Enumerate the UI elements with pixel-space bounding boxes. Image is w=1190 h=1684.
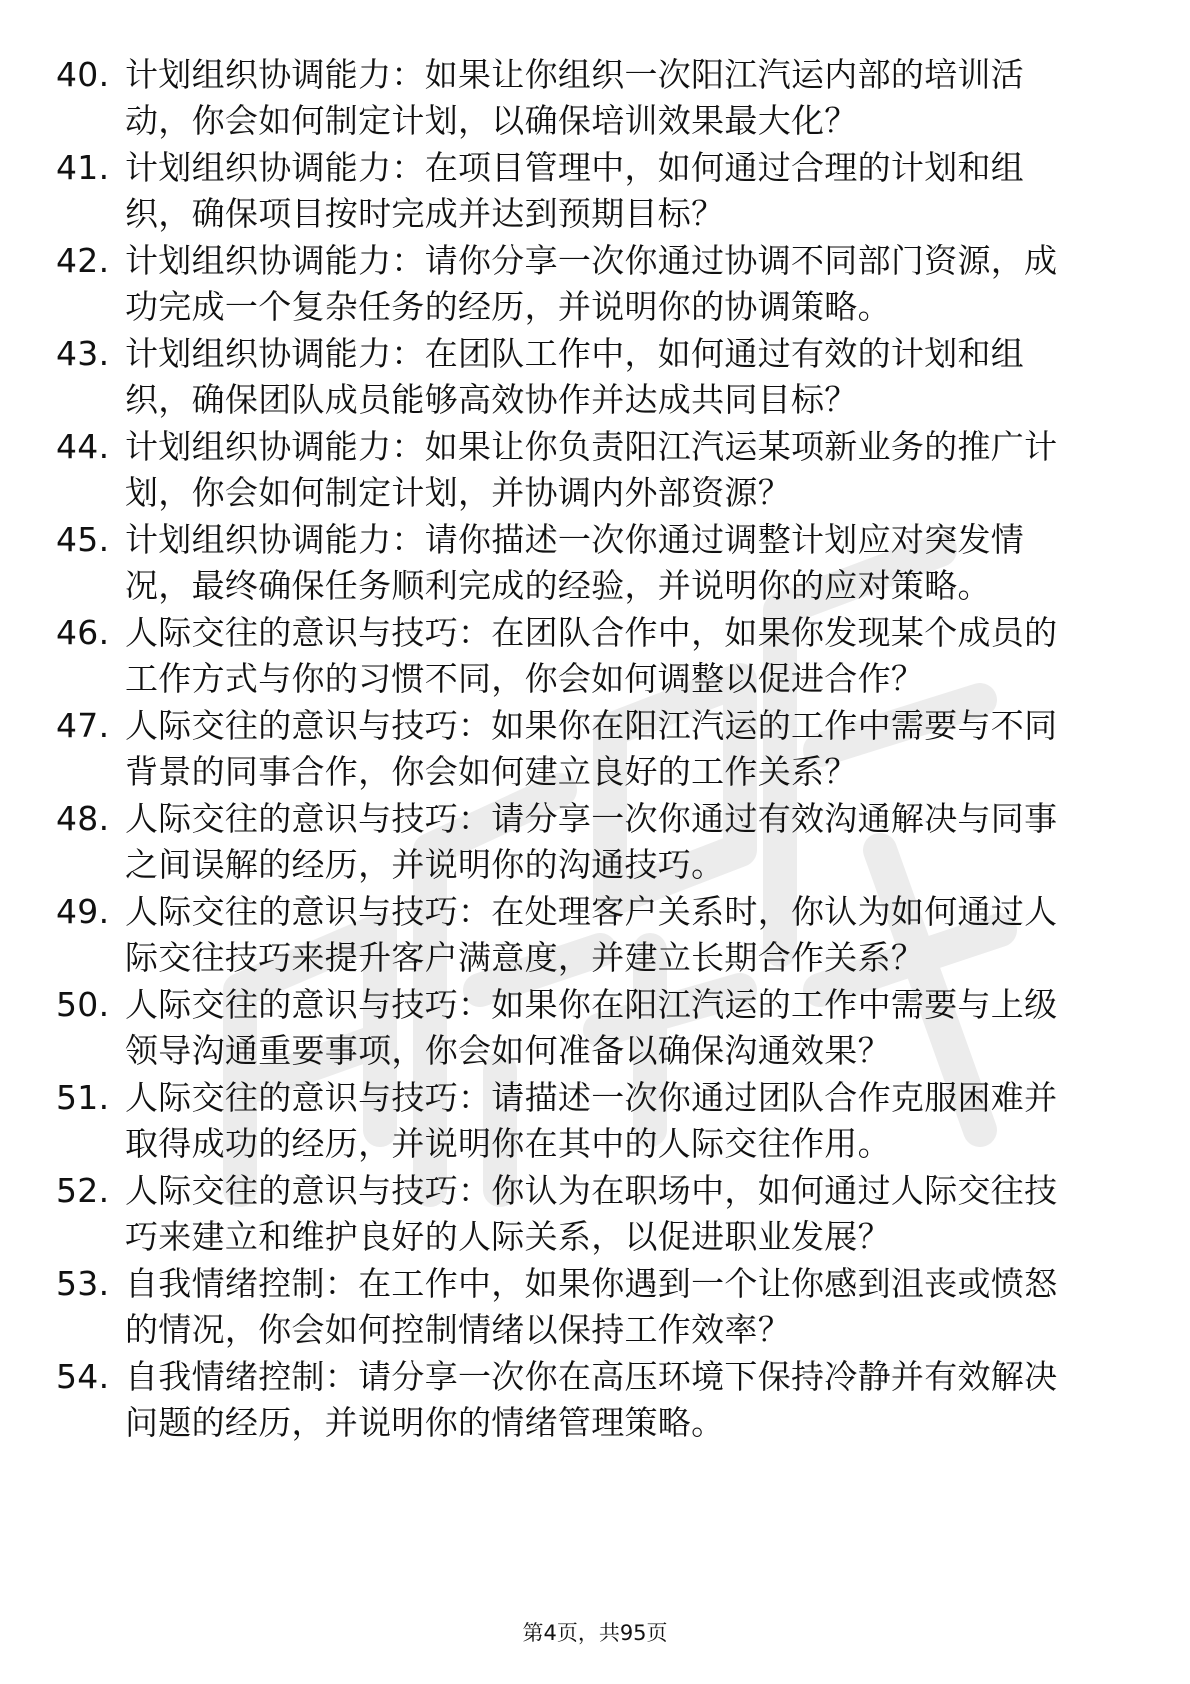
question-item	[56, 145, 1136, 238]
question-text-line: 际交往技巧来提升客户满意度，并建立长期合作关系？	[125, 938, 925, 977]
question-text-line: 人际交往的意识与技巧：如果你在阳江汽运的工作中需要与不同	[125, 706, 1058, 745]
question-number: 48.	[56, 799, 110, 838]
question-text-line: 划，你会如何制定计划，并协调内外部资源？	[125, 473, 791, 512]
question-item	[56, 796, 1136, 889]
question-text-line: 计划组织协调能力：在项目管理中，如何通过合理的计划和组	[125, 148, 1025, 187]
question-text-line: 工作方式与你的习惯不同，你会如何调整以促进合作？	[125, 659, 925, 698]
page-number-footer: 第4页，共95页	[522, 1621, 668, 1645]
question-number: 46.	[56, 613, 110, 652]
question-text-line: 自我情绪控制：在工作中，如果你遇到一个让你感到沮丧或愤怒	[125, 1264, 1058, 1303]
question-number: 40.	[56, 55, 110, 94]
question-text-line: 自我情绪控制：请分享一次你在高压环境下保持冷静并有效解决	[125, 1357, 1058, 1396]
question-list	[56, 52, 1136, 1447]
question-text-line: 之间误解的经历，并说明你的沟通技巧。	[125, 845, 725, 884]
question-item	[56, 424, 1136, 517]
question-number: 47.	[56, 706, 110, 745]
question-text-line: 人际交往的意识与技巧：如果你在阳江汽运的工作中需要与上级	[125, 985, 1058, 1024]
question-item	[56, 889, 1136, 982]
question-number: 44.	[56, 427, 110, 466]
question-item	[56, 517, 1136, 610]
question-text-line: 巧来建立和维护良好的人际关系，以促进职业发展？	[125, 1217, 891, 1256]
question-text-line: 况，最终确保任务顺利完成的经验，并说明你的应对策略。	[125, 566, 991, 605]
question-text-line: 问题的经历，并说明你的情绪管理策略。	[125, 1403, 725, 1442]
question-text-line: 领导沟通重要事项，你会如何准备以确保沟通效果？	[125, 1031, 891, 1070]
question-number: 54.	[56, 1357, 110, 1396]
question-text-line: 人际交往的意识与技巧：在处理客户关系时，你认为如何通过人	[125, 892, 1058, 931]
question-item	[56, 703, 1136, 796]
question-text-line: 的情况，你会如何控制情绪以保持工作效率？	[125, 1310, 791, 1349]
question-text-line: 织，确保项目按时完成并达到预期目标？	[125, 194, 725, 233]
question-text-line: 计划组织协调能力：请你分享一次你通过协调不同部门资源，成	[125, 241, 1058, 280]
question-text-line: 取得成功的经历，并说明你在其中的人际交往作用。	[125, 1124, 891, 1163]
question-number: 45.	[56, 520, 110, 559]
question-number: 43.	[56, 334, 110, 373]
question-text-line: 计划组织协调能力：请你描述一次你通过调整计划应对突发情	[125, 520, 1025, 559]
question-item	[56, 1354, 1136, 1447]
question-text-line: 人际交往的意识与技巧：在团队合作中，如果你发现某个成员的	[125, 613, 1058, 652]
question-number: 50.	[56, 985, 110, 1024]
question-text-line: 人际交往的意识与技巧：你认为在职场中，如何通过人际交往技	[125, 1171, 1058, 1210]
question-number: 53.	[56, 1264, 110, 1303]
question-text-line: 计划组织协调能力：如果让你组织一次阳江汽运内部的培训活	[125, 55, 1025, 94]
question-item	[56, 331, 1136, 424]
question-item	[56, 238, 1136, 331]
question-item	[56, 52, 1136, 145]
question-text-line: 织，确保团队成员能够高效协作并达成共同目标？	[125, 380, 858, 419]
question-item	[56, 982, 1136, 1075]
question-item	[56, 1168, 1136, 1261]
question-text-line: 功完成一个复杂任务的经历，并说明你的协调策略。	[125, 287, 891, 326]
question-text-line: 人际交往的意识与技巧：请描述一次你通过团队合作克服困难并	[125, 1078, 1058, 1117]
question-item	[56, 1261, 1136, 1354]
question-text-line: 背景的同事合作，你会如何建立良好的工作关系？	[125, 752, 858, 791]
question-item	[56, 610, 1136, 703]
question-number: 52.	[56, 1171, 110, 1210]
question-number: 49.	[56, 892, 110, 931]
question-number: 51.	[56, 1078, 110, 1117]
question-text-line: 动，你会如何制定计划，以确保培训效果最大化？	[125, 101, 858, 140]
question-number: 41.	[56, 148, 110, 187]
question-text-line: 计划组织协调能力：在团队工作中，如何通过有效的计划和组	[125, 334, 1025, 373]
question-text-line: 计划组织协调能力：如果让你负责阳江汽运某项新业务的推广计	[125, 427, 1058, 466]
question-number: 42.	[56, 241, 110, 280]
question-item	[56, 1075, 1136, 1168]
question-text-line: 人际交往的意识与技巧：请分享一次你通过有效沟通解决与同事	[125, 799, 1058, 838]
